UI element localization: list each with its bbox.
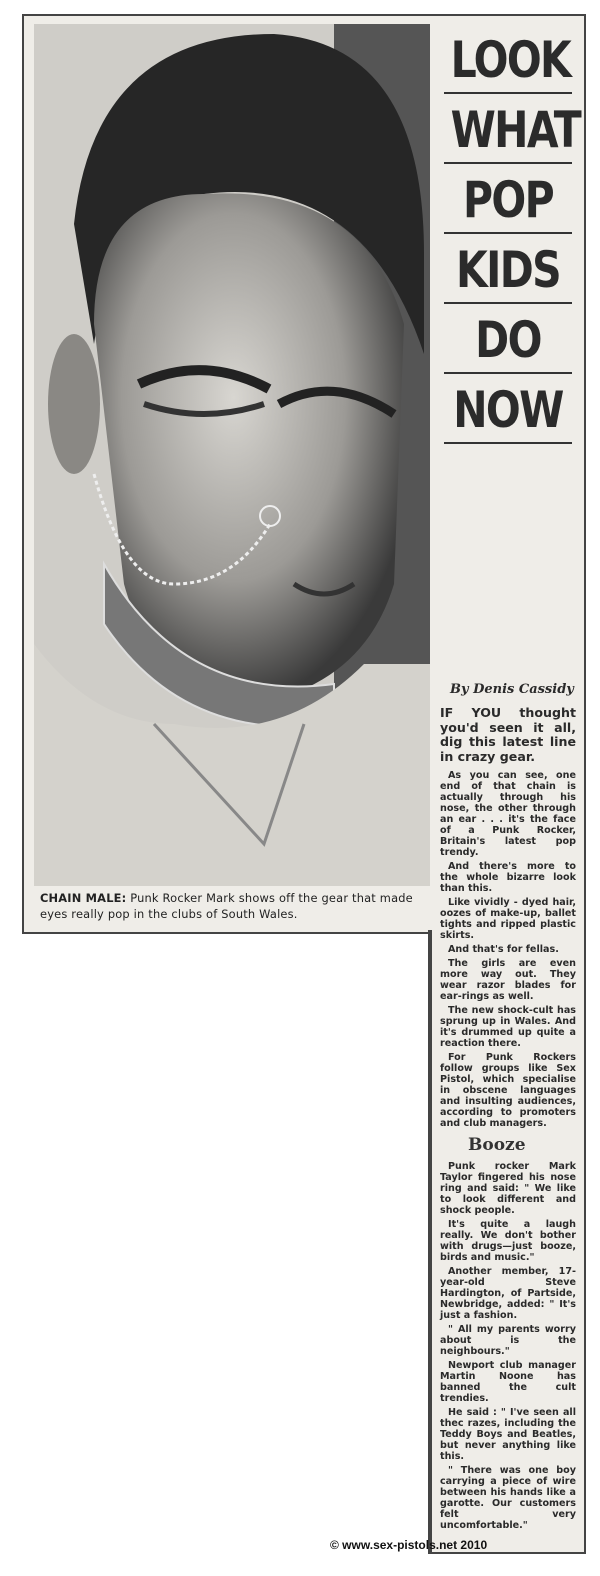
headline-rule [444, 372, 572, 374]
clipping-column-edge [428, 930, 432, 1554]
caption-text: Punk Rocker Mark shows off the gear that made eyes really pop in the clubs of South Wales. [40, 891, 413, 921]
headline [438, 31, 581, 492]
headline-rule [444, 302, 572, 304]
byline: By Denis Cassidy [450, 682, 574, 697]
portrait-illustration [34, 24, 430, 886]
article-paragraph: He said : " I've seen all thec razes, including the Teddy Boys and Beatles, but never anything like this. [440, 1407, 576, 1462]
article-paragraph: For Punk Rockers follow groups like Sex Pistol, which specialise in obscene languages and insulting audiences, according to promoters and club managers. [440, 1052, 576, 1129]
photo-caption [40, 890, 428, 922]
punk-rocker-photo [34, 24, 430, 886]
article-paragraph: " There was one boy carrying a piece of wire between his hands like a garotte. Our customers felt very uncomfortable." [440, 1465, 576, 1531]
headline-word: WHAT [450, 101, 581, 159]
article-subhead: Booze [468, 1135, 526, 1155]
article-paragraph: As you can see, one end of that chain is actually through his nose, the other through an ear . . . it's the face of a Punk Rocker, Britain's latest pop trendy. [440, 770, 576, 858]
article-intro: IF YOU thought you'd seen it all, dig this latest line in crazy gear. [440, 705, 576, 764]
headline-word: NOW [453, 381, 563, 439]
article-paragraph: Another member, 17-year-old Steve Hardington, of Partside, Newbridge, added: " It's just a fashion. [440, 1266, 576, 1321]
article-paragraph: Like vividly - dyed hair, oozes of make-up, ballet tights and ripped plastic skirts. [440, 897, 576, 941]
article-paragraph: The girls are even more way out. They wear razor blades for ear-rings as well. [440, 958, 576, 1002]
article-paragraph: The new shock-cult has sprung up in Wales. And it's drummed up quite a reaction there. [440, 1005, 576, 1049]
headline-rule [444, 232, 572, 234]
headline-word: LOOK [450, 31, 571, 89]
article-paragraph: Newport club manager Martin Noone has banned the cult trendies. [440, 1360, 576, 1404]
headline-rule [444, 92, 572, 94]
article-paragraph: And there's more to the whole bizarre look than this. [440, 861, 576, 894]
headline-word: KIDS [455, 241, 561, 299]
headline-word: DO [475, 311, 541, 369]
caption-lead: CHAIN MALE: [40, 891, 127, 905]
article-body [440, 706, 576, 1534]
copyright-notice: © www.sex-pistols.net 2010 [330, 1538, 488, 1552]
article-paragraph: And that's for fellas. [448, 944, 559, 955]
article-paragraph: Punk rocker Mark Taylor fingered his nose ring and said: " We like to look different and shock people. [440, 1161, 576, 1216]
article-paragraph: It's quite a laugh really. We don't bother with drugs—just booze, birds and music." [440, 1219, 576, 1263]
headline-rule [444, 442, 572, 444]
headline-word: POP [462, 171, 554, 229]
article-paragraph: " All my parents worry about is the neighbours." [440, 1324, 576, 1357]
headline-rule [444, 162, 572, 164]
